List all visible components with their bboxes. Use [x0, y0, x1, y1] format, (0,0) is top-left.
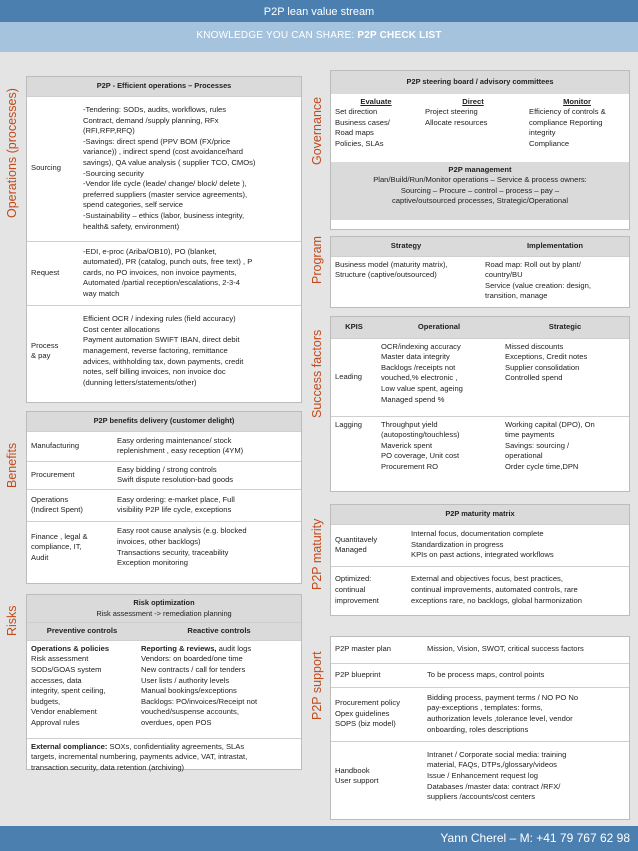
maturity-title: P2P maturity matrix [331, 505, 629, 524]
processes-title: P2P - Efficient operations – Processes [27, 77, 301, 96]
governance-title: P2P steering board / advisory committees [331, 71, 629, 94]
table-row: Sourcing -Tendering: SODs, audits, workflows, rules Contract, demand /supply planning, RFx (RFI,RFP,RFQ) -Savings: direct spend (PPV BOM (FX/price variance)) , indirect spend (cost avoidance/hard savings), QA value analysis ( supplier TCO, CMOs) -Sourcing security -Vendor life cycle (leade/ change/ block/ delete ), preferred suppliers (master service agreements), spend categories, self service -Sustainability – ethics (labor, business integrity, health& safety, environment) [27, 96, 301, 241]
header [0, 0, 638, 52]
table-row: Handbook User support Intranet / Corporate social media: training material, FAQs, DTPs,/glossary/videos Issue / Enhancement request log Databases /master data: contract /RFX/ suppliers /accounts/cost centers [331, 741, 629, 811]
table-row: Optimized: continual improvement External and objectives focus, best practices, continual improvements, automated controls, rare exceptions rare, no backlogs, global harmonization [331, 566, 629, 614]
table-row: Process & pay Efficient OCR / indexing rules (field accuracy) Cost center allocations Payment automation SWIFT IBAN, direct debit management, reverse factoring, remittance advices, withholding tax, down payments, credit notes, self billing invoices, non invoice doc (dunning letters/statements/other) [27, 305, 301, 397]
section-label-program: Program [310, 236, 324, 284]
benefits-table [26, 411, 302, 584]
table-row: Lagging Throughput yield (autoposting/touchless) Maverick spent PO coverage, Unit cost Procurement RO Working capital (DPO), On time payments Savings: sourcing / operational Order cycle time,DPN [331, 416, 629, 486]
success-table: KPIS Operational Strategic Leading OCR/indexing accuracy Master data integrity Backlogs /receipts not vouched,% electronic , Low value spent, ageing Managed spend % Missed discounts Exceptions, Credit notes Supplier consolidation Controlled spend Lagging Throughput yield (autoposting/touchless) Maverick spent PO coverage, Unit cost Procurement RO Working capital (DPO), On time payments Savings: sourcing / operational Order cycle time,DPN [330, 316, 630, 492]
risks-title: Risk optimization [133, 598, 195, 607]
table-row: Request -EDI, e-proc (Ariba/OB10), PO (blanket, automated), PR (catalog, punch outs, free text) , P cards, no PO invoices, non invoice payments, Automated /partial reception/escalations, 2-3-4 way match [27, 241, 301, 305]
maturity-table [330, 504, 630, 616]
risks-table: Risk optimization Risk assessment -> remediation planning Preventive controls Reactive controls Operations & policies Risk assessment SODs/GOAS system accesses, data integrity, spent ceiling, budgets, Vendor enablement Approval rules Reporting & reviews, audit logs Vendors: on boarded/one time New contracts / call for tenders User lists / authority levels Manual bookings/exceptions Backlogs: PO/invoices/Receipt not vouched/suspense accounts, overdues, open POS External compliance: SOXs, confidentiality agreements, SLAs targets, incremental numbering, payments advice, VAT, intrastat, transaction security, data retention (archiving) [26, 594, 302, 770]
table-row: P2P blueprint To be process maps, control points [331, 663, 629, 687]
risks-subtitle: Risk assessment -> remediation planning [96, 608, 232, 618]
table-row: Operations (Indirect Spent) Easy ordering: e-market place, Full visibility P2P life cycle, exceptions [27, 489, 301, 521]
section-label-maturity: P2P maturity [310, 518, 324, 590]
page-title: P2P lean value stream [263, 6, 375, 18]
section-label-risks: Risks [5, 605, 19, 636]
management-title: P2P management [448, 164, 512, 174]
table-row: Procurement Easy bidding / strong controls Swift dispute resolution-bad goods [27, 461, 301, 489]
page-subtitle: KNOWLEDGE YOU CAN SHARE: P2P CHECK LIST [0, 22, 638, 52]
table-row: Manufacturing Easy ordering maintenance/ stock replenishment , easy reception (4YM) [27, 431, 301, 461]
footer-contact: Yann Cherel – M: +41 79 767 62 98 [0, 826, 638, 851]
benefits-title: P2P benefits delivery (customer delight) [27, 412, 301, 431]
section-label-support: P2P support [310, 651, 324, 720]
section-label-success: Success factors [310, 329, 324, 418]
program-table: Strategy Implementation Business model (maturity matrix), Structure (captive/outsourced) Road map: Roll out by plant/ country/BU Service (value creation: design, transition, manage [330, 236, 630, 308]
governance-table: P2P steering board / advisory committees Evaluate Set direction Business cases/ Road maps Policies, SLAs Direct Project steering Allocate resources Monitor Efficiency of controls & compliance Reporting integrity Compliance P2P management Plan/Build/Run/Monitor operations – Service & process owners: Sourcing – Procure – control – process – pay – captive/outsourced processes, Strategic/Operational [330, 70, 630, 230]
support-table [330, 636, 630, 820]
table-row: Leading OCR/indexing accuracy Master data integrity Backlogs /receipts not vouched,% electronic , Low value spent, ageing Managed spend % Missed discounts Exceptions, Credit notes Supplier consolidation Controlled spend [331, 338, 629, 416]
section-label-governance: Governance [310, 96, 324, 165]
table-row: P2P master plan Mission, Vision, SWOT, critical success factors [335, 644, 584, 654]
processes-table [26, 76, 302, 403]
section-label-operations: Operations (processes) [5, 88, 19, 218]
table-row: Finance , legal & compliance, IT, Audit Easy root cause analysis (e.g. blocked invoices, other backlogs) Transactions security, traceability Exception monitoring [27, 521, 301, 573]
table-row: Procurement policy Opex guidelines SOPS (biz model) Bidding process, payment terms / NO PO No pay-exceptions , templates: forms, authorization levels ,tolerance level, vendor onboarding, roles descriptions [331, 687, 629, 741]
table-row: Quantitavely Managed Internal focus, documentation complete Standardization in progress KPIs on past actions, integrated workflows [331, 524, 629, 566]
section-label-benefits: Benefits [5, 442, 19, 488]
